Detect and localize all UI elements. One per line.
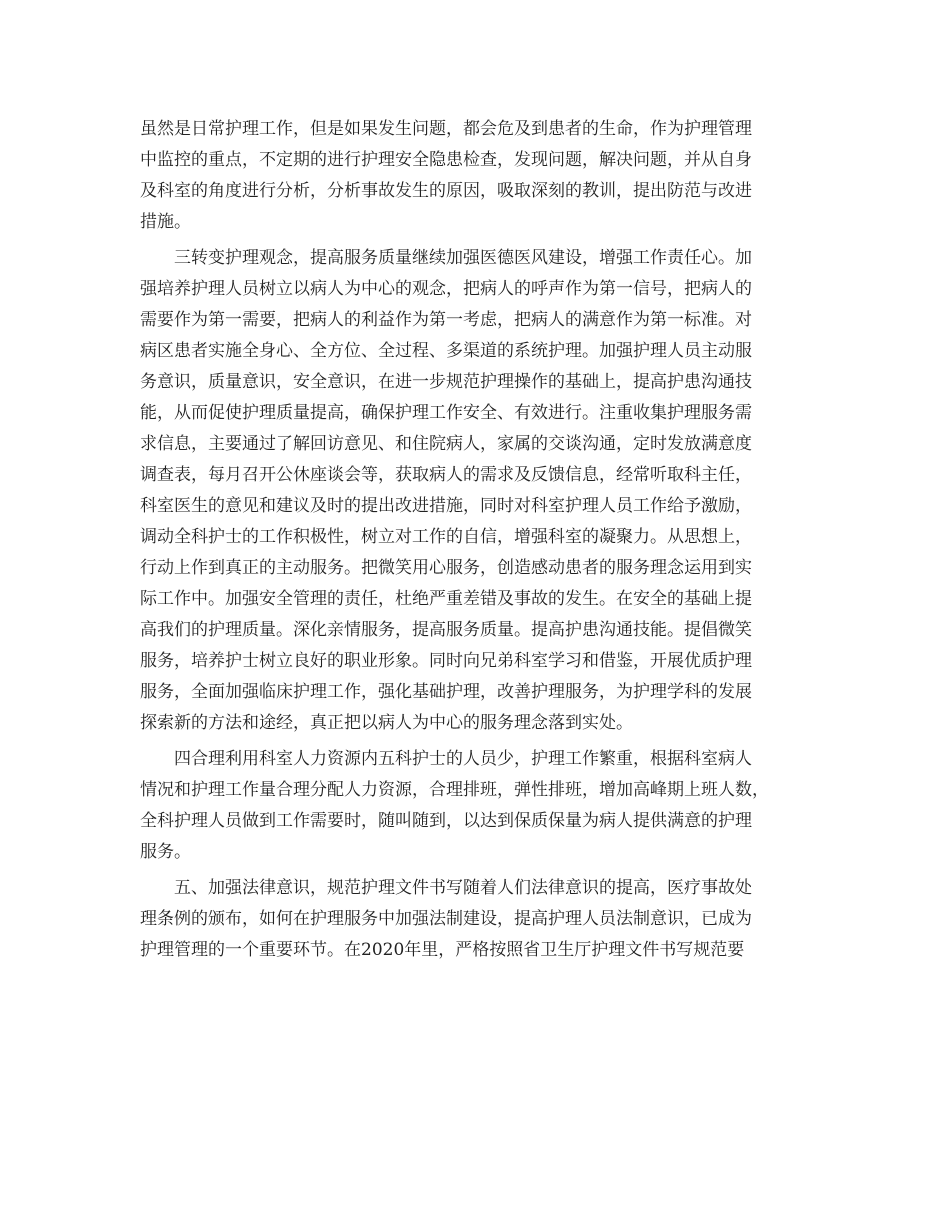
paragraph-human-resources <box>140 744 820 868</box>
paragraph-legal-awareness <box>140 873 820 966</box>
text-line: 中监控的重点，不定期的进行护理安全隐患检查，发现问题，解决问题，并从自身 <box>140 150 752 170</box>
text-line: 措施。 <box>140 212 191 232</box>
text-line: 护理管理的一个重要环节。在2020年里，严格按照省卫生厅护理文件书写规范要 <box>140 940 745 960</box>
text-line: 情况和护理工作量合理分配人力资源，合理排班，弹性排班，增加高峰期上班人数， <box>140 780 769 800</box>
text-line: 调动全科护士的工作积极性，树立对工作的自信，增强科室的凝聚力。从思想上， <box>140 527 752 547</box>
text-line: 及科室的角度进行分析，分析事故发生的原因，吸取深刻的教训，提出防范与改进 <box>140 181 752 201</box>
document-body <box>140 114 820 971</box>
text-line: 调查表，每月召开公休座谈会等，获取病人的需求及反馈信息，经常听取科主任， <box>140 465 752 485</box>
text-line: 服务，全面加强临床护理工作，强化基础护理，改善护理服务，为护理学科的发展 <box>140 682 752 702</box>
text-line: 务意识，质量意识，安全意识，在进一步规范护理操作的基础上，提高护患沟通技 <box>140 372 752 392</box>
text-line: 能，从而促使护理质量提高，确保护理工作安全、有效进行。注重收集护理服务需 <box>140 403 752 423</box>
text-line: 四合理利用科室人力资源内五科护士的人员少，护理工作繁重，根据科室病人 <box>174 749 752 769</box>
text-line: 全科护理人员做到工作需要时，随叫随到，以达到保质保量为病人提供满意的护理 <box>140 811 752 831</box>
text-line: 高我们的护理质量。深化亲情服务，提高服务质量。提高护患沟通技能。提倡微笑 <box>140 620 752 640</box>
text-line: 虽然是日常护理工作，但是如果发生问题，都会危及到患者的生命，作为护理管理 <box>140 119 752 139</box>
paragraph-nursing-concept <box>140 243 820 739</box>
text-line: 际工作中。加强安全管理的责任，杜绝严重差错及事故的发生。在安全的基础上提 <box>140 589 752 609</box>
text-line: 病区患者实施全身心、全方位、全过程、多渠道的系统护理。加强护理人员主动服 <box>140 341 752 361</box>
text-line: 五、加强法律意识，规范护理文件书写随着人们法律意识的提高，医疗事故处 <box>174 878 752 898</box>
text-line: 服务，培养护士树立良好的职业形象。同时向兄弟科室学习和借鉴，开展优质护理 <box>140 651 752 671</box>
text-line: 科室医生的意见和建议及时的提出改进措施，同时对科室护理人员工作给予激励， <box>140 496 752 516</box>
text-line: 理条例的颁布，如何在护理服务中加强法制建设，提高护理人员法制意识，已成为 <box>140 909 752 929</box>
text-line: 需要作为第一需要，把病人的利益作为第一考虑，把病人的满意作为第一标准。对 <box>140 310 752 330</box>
text-line: 探索新的方法和途经，真正把以病人为中心的服务理念落到实处。 <box>140 713 633 733</box>
text-line: 三转变护理观念，提高服务质量继续加强医德医风建设，增强工作责任心。加 <box>174 248 752 268</box>
text-line: 求信息，主要通过了解回访意见、和住院病人，家属的交谈沟通，定时发放满意度 <box>140 434 752 454</box>
text-line: 强培养护理人员树立以病人为中心的观念，把病人的呼声作为第一信号，把病人的 <box>140 279 752 299</box>
text-line: 服务。 <box>140 842 191 862</box>
paragraph-risk-inspection <box>140 114 820 238</box>
text-line: 行动上作到真正的主动服务。把微笑用心服务，创造感动患者的服务理念运用到实 <box>140 558 752 578</box>
